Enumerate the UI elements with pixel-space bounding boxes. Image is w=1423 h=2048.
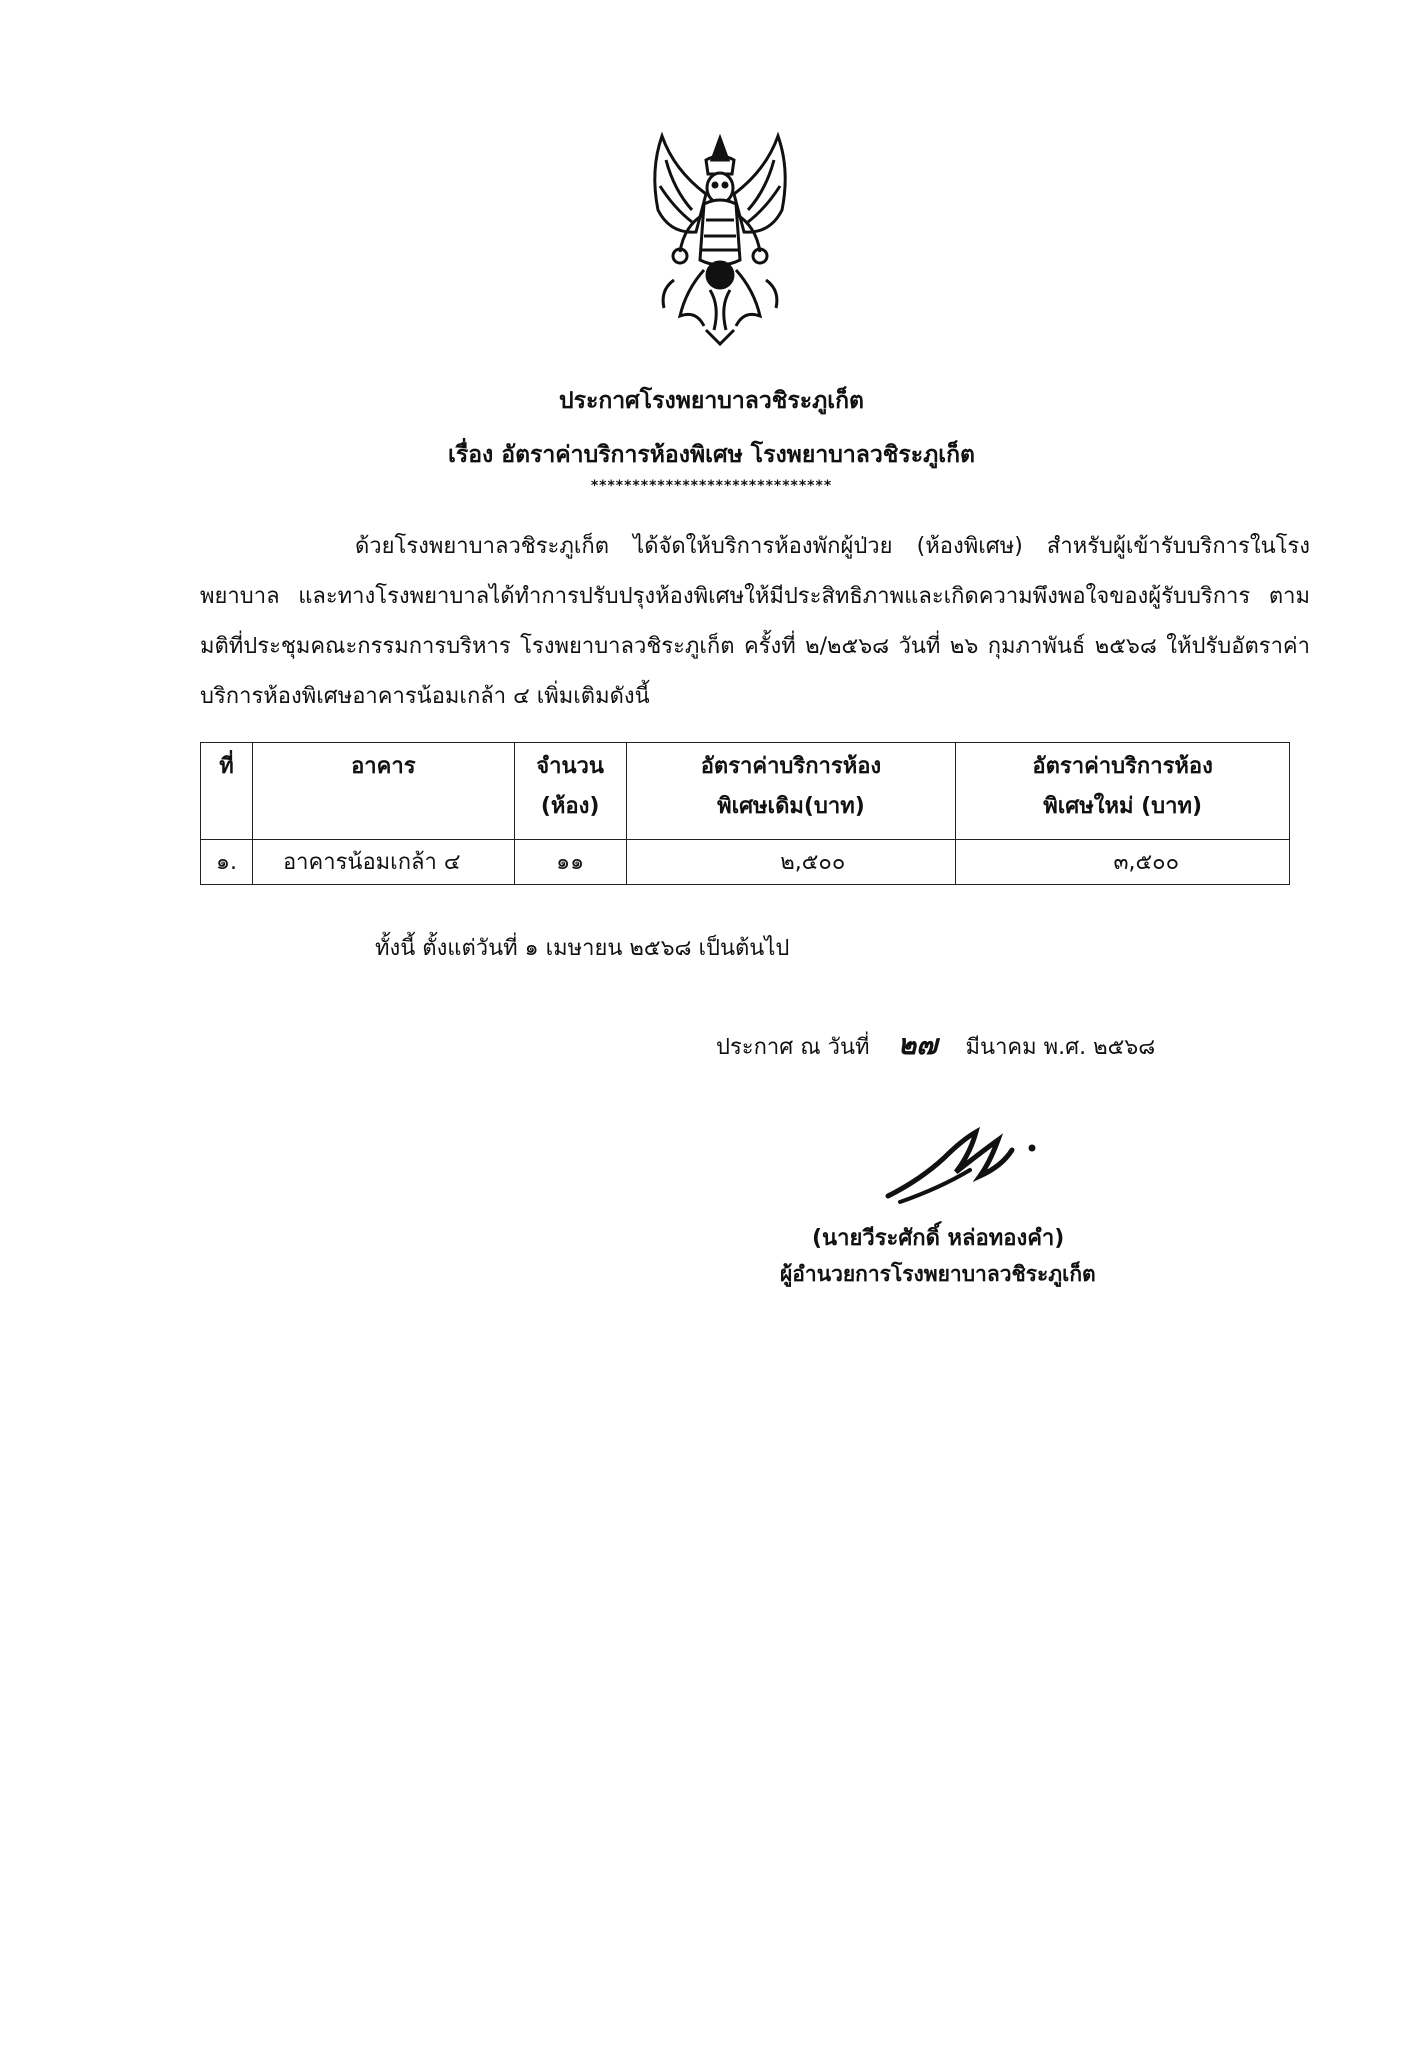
title-divider: ***************************** xyxy=(590,478,833,494)
cell-building: อาคารน้อมเกล้า ๔ xyxy=(252,840,514,885)
header-count-line1: จำนวน xyxy=(536,754,604,779)
rates-table xyxy=(200,742,1290,885)
header-building: อาคาร xyxy=(252,743,514,840)
cell-count: ๑๑ xyxy=(514,840,626,885)
handwritten-signature-icon xyxy=(880,1110,1050,1210)
effective-date-text: ทั้งนี้ ตั้งแต่วันที่ ๑ เมษายน ๒๕๖๘ เป็นต้นไป xyxy=(375,936,790,961)
body-paragraph xyxy=(200,522,1310,722)
header-no: ที่ xyxy=(201,743,253,840)
cell-no: ๑. xyxy=(201,840,253,885)
header-old-rate-line1: อัตราค่าบริการห้อง xyxy=(700,754,882,779)
header-new-rate-line2: พิเศษใหม่ (บาท) xyxy=(1043,794,1203,819)
announcement-title: ประกาศโรงพยาบาลวชิระภูเก็ต xyxy=(559,388,864,414)
announcement-date xyxy=(716,1023,1155,1067)
header-count-line2: (ห้อง) xyxy=(540,794,600,819)
header-count xyxy=(514,743,626,840)
body-paragraph-text: ด้วยโรงพยาบาลวชิระภูเก็ต ได้จัดให้บริการห้องพักผู้ป่วย (ห้องพิเศษ) สำหรับผู้เข้ารับบริการในโรงพยาบาล และทางโรงพยาบาลได้ทำการปรับปรุงห้องพิเศษให้มีประสิทธิภาพและเกิดความพึงพอใจของผู้รับบริการ ตามมติที่ประชุมคณะกรรมการบริหาร โรงพยาบาลวชิระภูเก็ต ครั้งที่ ๒/๒๕๖๘ วันที่ ๒๖ กุมภาพันธ์ ๒๕๖๘ ให้ปรับอัตราค่าบริการห้องพิเศษอาคารน้อมเกล้า ๔ เพิ่มเติมดังนี้ xyxy=(200,534,1310,709)
announcement-day: ๒๗ xyxy=(897,1028,938,1061)
table-row xyxy=(201,840,1290,885)
garuda-emblem-icon xyxy=(640,130,800,350)
header-new-rate-line1: อัตราค่าบริการห้อง xyxy=(1032,754,1213,779)
header-new-rate xyxy=(956,743,1290,840)
cell-old-rate: ๒,๕๐๐ xyxy=(626,840,956,885)
header-old-rate-line2: พิเศษเดิม(บาท) xyxy=(717,794,865,819)
header-old-rate xyxy=(626,743,956,840)
table-header-row xyxy=(201,743,1290,840)
signer-name: (นายวีระศักดิ์ หล่อทองคำ) xyxy=(812,1226,1065,1251)
signer-position: ผู้อำนวยการโรงพยาบาลวชิระภูเก็ต xyxy=(780,1262,1096,1286)
announcement-date-suffix: มีนาคม พ.ศ. ๒๕๖๘ xyxy=(965,1035,1156,1060)
cell-new-rate: ๓,๕๐๐ xyxy=(956,840,1290,885)
announcement-subject: เรื่อง อัตราค่าบริการห้องพิเศษ โรงพยาบาลวชิระภูเก็ต xyxy=(448,442,975,468)
announcement-date-prefix: ประกาศ ณ วันที่ xyxy=(716,1035,870,1060)
